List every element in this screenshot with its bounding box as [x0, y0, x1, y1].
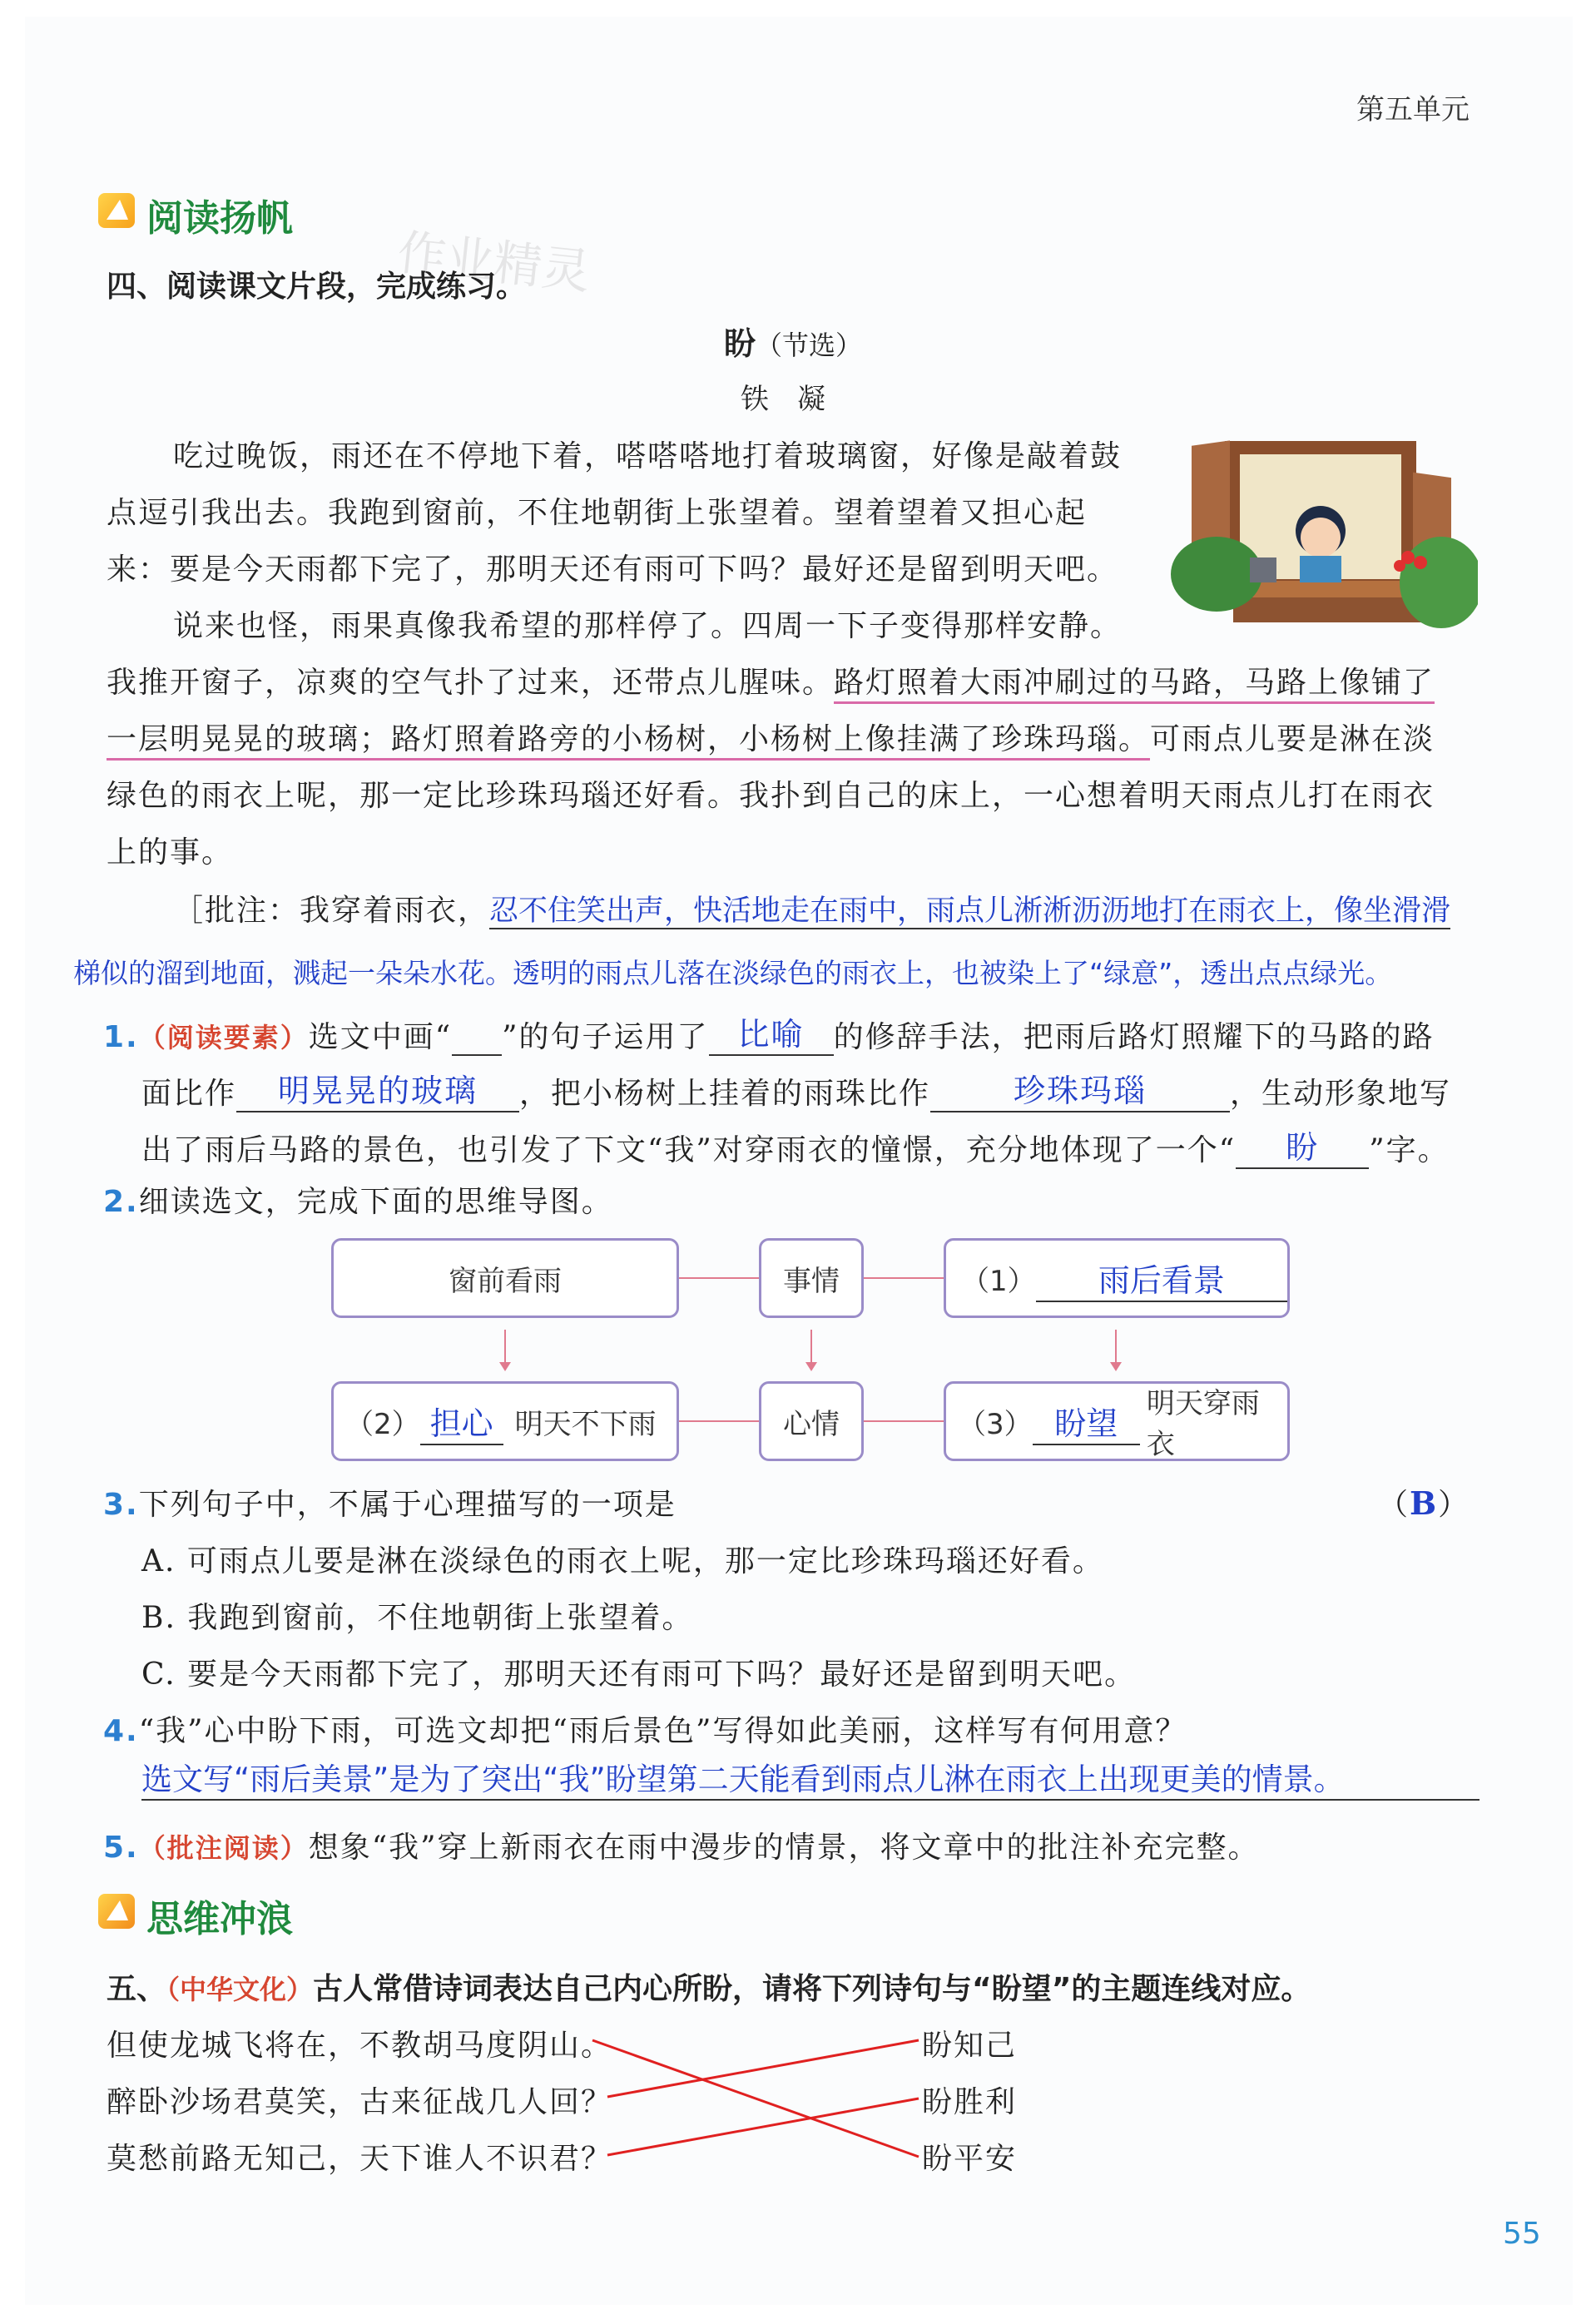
- question-1-line-3: [141, 1122, 1450, 1169]
- question-3: [103, 1481, 677, 1524]
- match-line: [592, 2040, 919, 2157]
- mindmap-node-2: [331, 1381, 679, 1461]
- answer-text: 比喻: [737, 1016, 805, 1053]
- connector-line: [864, 1420, 944, 1422]
- annotation-answer: 忍不住笑出声，快活地走在雨中，雨点儿淅淅沥沥地打在雨衣上，像坐滑滑: [489, 894, 1451, 928]
- theme-item[interactable]: 盼胜利: [922, 2085, 1018, 2119]
- node-text: 明天穿雨衣: [1146, 1387, 1260, 1461]
- option-b: B. 我跑到窗前，不住地朝街上张望着。: [141, 1601, 694, 1635]
- wave-icon: [98, 1894, 135, 1929]
- answer-text: 盼望: [1054, 1405, 1118, 1442]
- question-number: 5.: [103, 1831, 139, 1865]
- answer-blank[interactable]: [420, 1398, 503, 1445]
- question-number: 3.: [103, 1488, 139, 1522]
- connector-line: [679, 1277, 759, 1279]
- node-text: 明天不下雨: [514, 1407, 657, 1441]
- question-text: 下列句子中，不属于心理描写的一项是: [138, 1488, 677, 1522]
- matching-lines: [582, 2030, 932, 2180]
- answer-blank[interactable]: [1033, 1398, 1140, 1445]
- mindmap-node-mood: 心情: [759, 1381, 864, 1461]
- theme-item[interactable]: 盼知己: [922, 2029, 1018, 2063]
- annotation-line-1: [173, 887, 1450, 929]
- option-c: C. 要是今天雨都下完了，那明天还有雨可下吗？最好还是留到明天吧。: [141, 1657, 1137, 1692]
- question-number: 4.: [103, 1714, 139, 1748]
- answer-blank[interactable]: [930, 1065, 1230, 1112]
- paren: （: [1378, 1488, 1410, 1522]
- page-number: 55: [1503, 2217, 1541, 2251]
- passage-note: （节选）: [756, 330, 863, 361]
- answer-line[interactable]: 选文写“雨后美景”是为了突出“我”盼望第二天能看到雨点儿淋在雨衣上出现更美的情景。: [141, 1754, 1480, 1801]
- answer-text: 盼: [1286, 1129, 1320, 1166]
- question-tag: （中华文化）: [166, 1974, 314, 2005]
- passage-title: [724, 318, 862, 364]
- section-title-thinking: 思维冲浪: [146, 1898, 293, 1940]
- passage-segment: 可雨点儿要是淋在淡: [1150, 722, 1435, 756]
- passage-line: 说来也怪，雨果真像我希望的那样停了。四周一下子变得那样安静。: [173, 609, 1123, 643]
- poem-line[interactable]: 莫愁前路无知己，天下谁人不识君？: [107, 2142, 613, 2176]
- connector-line: [864, 1277, 944, 1279]
- question-number: 2.: [103, 1185, 139, 1219]
- annotation-prefix: ［批注：我穿着雨衣，: [173, 894, 490, 928]
- answer-text: 明晃晃的玻璃: [278, 1073, 478, 1109]
- q4-heading: 四、阅读课文片段，完成练习。: [107, 270, 527, 304]
- passage-author: 铁 凝: [741, 383, 825, 416]
- theme-item[interactable]: 盼平安: [922, 2142, 1018, 2176]
- q5-heading: [107, 1965, 1311, 2008]
- passage-segment: 我推开窗子，凉爽的空气扑了过来，还带点儿腥味。: [107, 666, 835, 700]
- passage-line: 上的事。: [107, 835, 234, 870]
- passage-line: 来：要是今天雨都下完了，那明天还有雨可下吗？最好还是留到明天吧。: [107, 552, 1119, 587]
- q5-prefix: 五、: [107, 1972, 167, 2006]
- mindmap-node-scene: 窗前看雨: [331, 1238, 679, 1318]
- question-1-line-2: [141, 1065, 1451, 1112]
- node-number: （1）: [961, 1264, 1036, 1298]
- node-number: （3）: [958, 1407, 1033, 1441]
- poem-line[interactable]: 但使龙城飞将在，不教胡马度阴山。: [107, 2029, 613, 2063]
- question-tag: （批注阅读）: [138, 1832, 309, 1864]
- question-2: [103, 1178, 613, 1221]
- blank-line: [452, 1020, 502, 1056]
- passage-line: [107, 772, 1435, 815]
- choice-answer[interactable]: B: [1410, 1484, 1439, 1522]
- unit-label: 第五单元: [1356, 93, 1470, 126]
- sail-icon: [98, 193, 135, 228]
- question-text: 的修辞手法，把雨后路灯照耀下的马路的路: [833, 1020, 1435, 1054]
- passage-line: [107, 659, 1435, 701]
- annotation-answer: 梯似的溜到地面，溅起一朵朵水花。透明的雨点儿落在淡绿色的雨衣上，也被染上了“绿意”，透出点点绿光。: [73, 957, 1393, 989]
- question-text: ”字。: [1369, 1133, 1450, 1167]
- mindmap-node-3: [944, 1381, 1290, 1461]
- passage-line: [107, 716, 1435, 758]
- question-5: [103, 1824, 1260, 1866]
- underlined-sentence: 一层明晃晃的玻璃；路灯照着路旁的小杨树，小杨树上像挂满了珍珠玛瑙。: [107, 722, 1150, 761]
- match-line: [607, 2098, 919, 2155]
- arrow-down-icon: [810, 1330, 812, 1363]
- mindmap-node-1: [944, 1238, 1290, 1318]
- mindmap-node-event: 事情: [759, 1238, 864, 1318]
- question-1: [103, 1008, 1435, 1056]
- passage-segment: 绿色的雨衣上呢，那一定比珍珠玛瑙还好看。: [107, 779, 740, 813]
- arrow-down-icon: [504, 1330, 506, 1363]
- option-a: A. 可雨点儿要是淋在淡绿色的雨衣上呢，那一定比珍珠玛瑙还好看。: [141, 1544, 1104, 1578]
- paren: ）: [1438, 1488, 1470, 1522]
- question-text: ，生动形象地写: [1230, 1077, 1452, 1111]
- question-text: “我”心中盼下雨，可选文却把“雨后景色”写得如此美丽，这样写有何用意？: [138, 1714, 1187, 1748]
- poem-line[interactable]: 醉卧沙场君莫笑，古来征战几人回？: [107, 2085, 613, 2119]
- answer-text: 担心: [429, 1405, 493, 1442]
- passage-segment: 我扑到自己的床上，一心想着明天雨点儿打在雨衣: [739, 779, 1435, 813]
- connector-line: [679, 1420, 759, 1422]
- passage-line: 吃过晚饭，雨还在不停地下着，嗒嗒嗒地打着玻璃窗，好像是敲着鼓: [173, 439, 1123, 473]
- question-text: 古人常借诗词表达自己内心所盼，请将下列诗句与“盼望”的主题连线对应。: [313, 1972, 1311, 2006]
- window-illustration: [1167, 433, 1478, 637]
- answer-blank[interactable]: [1236, 1122, 1369, 1169]
- question-text: ，把小杨树上挂着的雨珠比作: [519, 1077, 931, 1111]
- answer-bracket: [1378, 1481, 1470, 1524]
- question-text: 选文中画“: [308, 1020, 453, 1054]
- answer-text: 雨后看景: [1098, 1261, 1225, 1299]
- arrow-down-icon: [1115, 1330, 1117, 1363]
- question-4: [103, 1707, 1187, 1750]
- answer-text: 珍珠玛瑙: [1014, 1073, 1147, 1109]
- answer-blank[interactable]: [1036, 1255, 1287, 1302]
- answer-blank[interactable]: [709, 1008, 834, 1056]
- question-number: 1.: [103, 1020, 139, 1054]
- section-title-reading: 阅读扬帆: [146, 197, 293, 240]
- question-text: 面比作: [141, 1077, 237, 1111]
- match-line: [607, 2040, 919, 2097]
- question-text: 想象“我”穿上新雨衣在雨中漫步的情景，将文章中的批注补充完整。: [308, 1831, 1260, 1865]
- question-text: ”的句子运用了: [502, 1020, 709, 1054]
- underlined-sentence: 路灯照着大雨冲刷过的马路，马路上像铺了: [834, 666, 1435, 704]
- question-text: 细读选文，完成下面的思维导图。: [138, 1185, 613, 1219]
- watermark: 作业精灵: [394, 224, 593, 300]
- question-tag: （阅读要素）: [138, 1022, 309, 1053]
- question-text: 出了雨后马路的景色，也引发了下文“我”对穿雨衣的憧憬，充分地体现了一个“: [141, 1133, 1237, 1167]
- answer-blank[interactable]: [236, 1065, 519, 1112]
- node-number: （2）: [345, 1407, 420, 1441]
- passage-line: 点逗引我出去。我跑到窗前，不住地朝街上张望着。望着望着又担心起: [107, 496, 1088, 530]
- passage-title-text: 盼: [724, 325, 756, 362]
